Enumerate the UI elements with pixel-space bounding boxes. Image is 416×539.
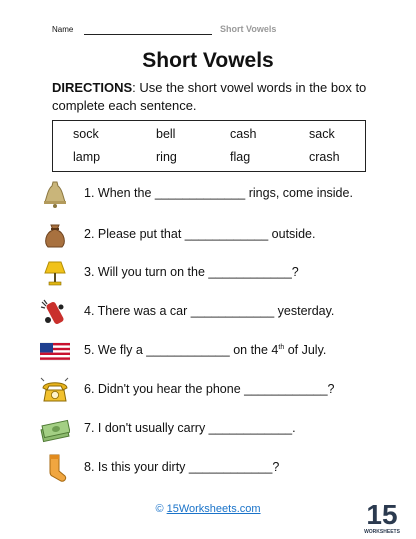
lamp-icon	[40, 259, 70, 287]
sentence-row	[40, 259, 380, 287]
sentence-text-post: of July.	[284, 343, 327, 357]
sentence-text	[84, 343, 326, 357]
crash-icon	[40, 298, 70, 326]
word-ring: ring	[156, 150, 177, 164]
footer-site[interactable]: 15Worksheets.com	[166, 503, 261, 515]
directions-text: : Use the short vowel words in the box to complete each sentence.	[52, 80, 367, 113]
sentence-text: 8. Is this your dirty ____________?	[84, 460, 280, 474]
sentence-text: 7. I don't usually carry ____________.	[84, 421, 296, 435]
ordinal-suffix: th	[278, 343, 285, 351]
directions	[52, 79, 374, 115]
word-bell: bell	[156, 127, 176, 141]
sentence-text: 1. When the _____________ rings, come inside.	[84, 186, 353, 200]
word-crash: crash	[309, 150, 340, 164]
name-label: Name	[52, 25, 74, 34]
word-flag: flag	[230, 150, 251, 164]
directions-label: DIRECTIONS	[52, 80, 133, 95]
sock-icon	[40, 454, 70, 482]
page-title: Short Vowels	[142, 49, 274, 72]
sentence-row	[40, 415, 380, 443]
copyright-symbol: ©	[155, 503, 164, 515]
flag-icon	[40, 337, 70, 365]
word-box	[52, 120, 366, 172]
word-sock: sock	[73, 127, 99, 141]
sentence-text: 4. There was a car ____________ yesterday.	[84, 304, 335, 318]
sentence-text: 3. Will you turn on the ____________?	[84, 265, 299, 279]
word-lamp: lamp	[73, 150, 101, 164]
worksheets-logo-icon	[360, 496, 404, 536]
sack-icon	[40, 221, 70, 249]
sentence-row	[40, 221, 380, 249]
sentence-text-pre: 5. We fly a ____________ on the 4	[84, 343, 279, 357]
sentence-row	[40, 298, 380, 326]
sentence-text: 6. Didn't you hear the phone ____________?	[84, 382, 335, 396]
header-topic: Short Vowels	[220, 24, 277, 34]
sentence-row	[40, 454, 380, 482]
name-line	[84, 34, 212, 35]
sentence-text: 2. Please put that ____________ outside.	[84, 227, 316, 241]
word-sack: sack	[309, 127, 335, 141]
sentence-row	[40, 337, 380, 365]
logo-brand: WORKSHEETS	[364, 529, 400, 535]
logo-number: 15	[366, 499, 398, 530]
sentence-row	[40, 180, 380, 208]
cash-icon	[40, 415, 70, 443]
footer-link[interactable]	[0, 503, 416, 515]
word-cash: cash	[230, 127, 257, 141]
phone-icon	[40, 376, 70, 404]
bell-icon	[40, 180, 70, 208]
sentence-row	[40, 376, 380, 404]
